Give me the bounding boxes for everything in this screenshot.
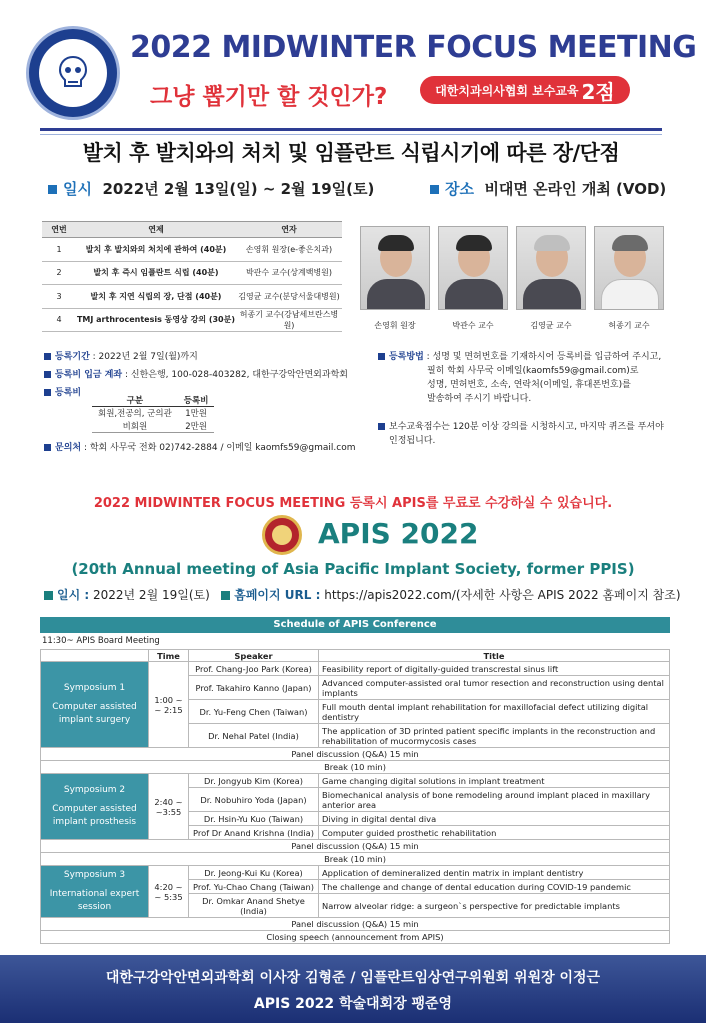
- speaker-card: [438, 226, 508, 331]
- schedule-table: [40, 649, 670, 944]
- bullet-square-icon: [44, 389, 51, 396]
- speaker-card: [594, 226, 664, 331]
- symposium-topic: Computer assisted implant prosthesis: [52, 804, 137, 827]
- lecture-speaker: 허종기 교수(강남세브란스병원): [236, 308, 342, 332]
- credit-label: 대한치과의사협회 보수교육: [435, 83, 579, 98]
- speaker-gallery: [360, 226, 680, 336]
- col-header-title: Title: [319, 650, 670, 662]
- speaker-caption: 박관수 교수: [452, 321, 494, 330]
- talk-speaker: Prof Dr Anand Krishna (India): [189, 826, 319, 840]
- speaker-caption: 김영균 교수: [530, 321, 572, 330]
- speaker-card: [516, 226, 586, 331]
- registration-period: 등록기간 : 2022년 2월 7일(월)까지: [44, 350, 198, 364]
- table-row: [41, 662, 670, 676]
- credit-note: 보수교육점수는 120분 이상 강의를 시청하시고, 마지막 퀴즈를 푸셔야 인정됩니다.: [378, 420, 664, 448]
- venue-value: 비대면 온라인 개최 (VOD): [484, 180, 667, 198]
- talk-title: Computer guided prosthetic rehabilitation: [319, 826, 670, 840]
- credit-badge: [420, 76, 630, 104]
- talk-title: Game changing digital solutions in implant treatment: [319, 774, 670, 788]
- talk-title: Diving in digital dental diva: [319, 812, 670, 826]
- speaker-photo: [516, 226, 586, 310]
- skull-emblem-icon: [39, 39, 107, 107]
- symposium-cell: [41, 866, 149, 918]
- lecture-title: 발치 후 지연 식립의 장, 단점 (40분): [76, 285, 236, 309]
- bullet-square-icon: [378, 353, 385, 360]
- symposium-topic: Computer assisted implant surgery: [52, 702, 137, 725]
- lecture-no: 4: [42, 308, 76, 332]
- talk-title: Full mouth dental implant rehabilitation for maxillofacial defect utilizing digital dentistry: [319, 700, 670, 724]
- bullet-square-icon: [48, 185, 57, 194]
- schedule-heading: Schedule of APIS Conference: [40, 617, 670, 633]
- symposium-cell: [41, 662, 149, 748]
- panel-discussion: Panel discussion (Q&A) 15 min: [41, 840, 670, 853]
- table-row: [92, 420, 214, 433]
- fee-value: 1만원: [185, 409, 208, 420]
- event-subtitle: 그냥 뽑기만 할 것인가?: [150, 84, 388, 110]
- fee-value: 2만원: [178, 420, 215, 433]
- talk-title: Biomechanical analysis of bone remodeling around implant placed in maxillary anterior area: [319, 788, 670, 812]
- divider: [40, 128, 662, 131]
- lecture-no: 3: [42, 285, 76, 309]
- lecture-title: 발치 후 발치와의 처치에 관하여 (40분): [76, 238, 236, 262]
- speaker-photo: [438, 226, 508, 310]
- talk-speaker: Prof. Yu-Chao Chang (Taiwan): [189, 880, 319, 894]
- col-header-no: 연번: [42, 222, 76, 238]
- lecture-speaker: 김영균 교수(분당서울대병원): [236, 285, 342, 309]
- fee-type: 비회원: [92, 420, 178, 433]
- schedule-label: 일시: [63, 180, 92, 198]
- talk-speaker: Dr. Jeong-Kui Ku (Korea): [189, 866, 319, 880]
- lecture-topic: 발치 후 발치와의 처치 및 임플란트 식립시기에 따른 장/단점: [82, 141, 620, 165]
- talk-title: Narrow alveolar ridge: a surgeon`s perspective for predictable implants: [319, 894, 670, 918]
- speaker-photo: [360, 226, 430, 310]
- break-row: Break (10 min): [41, 761, 670, 774]
- symposium-name: Symposium 1: [63, 683, 126, 693]
- registration-fee-label: 등록비: [44, 386, 81, 400]
- bullet-square-icon: [221, 591, 230, 600]
- lecture-speaker: 박관수 교수(상계백병원): [236, 261, 342, 285]
- talk-speaker: Dr. Nehal Patel (India): [189, 724, 319, 748]
- venue-label: 장소: [445, 180, 474, 198]
- speaker-caption: 손영휘 원장: [374, 321, 416, 330]
- event-title: 2022 MIDWINTER FOCUS MEETING: [130, 30, 697, 65]
- col-header-time: Time: [149, 650, 189, 662]
- panel-discussion: Panel discussion (Q&A) 15 min: [41, 748, 670, 761]
- talk-title: Feasibility report of digitally-guided transcrestal sinus lift: [319, 662, 670, 676]
- bullet-square-icon: [430, 185, 439, 194]
- apis-logo-icon: [262, 515, 302, 555]
- venue-line: [430, 178, 666, 199]
- bullet-square-icon: [44, 591, 53, 600]
- lecture-title: 발치 후 즉시 임플란트 식립 (40분): [76, 261, 236, 285]
- schedule-value: 2022년 2월 13일(일) ~ 2월 19일(토): [102, 180, 375, 198]
- session-time: 2:40 ~ ~3:55: [149, 774, 189, 840]
- col-header-session: [41, 650, 149, 662]
- speaker-photo: [594, 226, 664, 310]
- fee-header-fee: 등록비: [178, 394, 215, 407]
- talk-speaker: Prof. Chang-Joo Park (Korea): [189, 662, 319, 676]
- talk-title: The application of 3D printed patient specific implants in the reconstruction and rehabilitation of mucormycosis cases: [319, 724, 670, 748]
- schedule-line: [48, 178, 374, 199]
- col-header-title: 연제: [76, 222, 236, 238]
- footer-line-1: 대한구강악안면외과학회 이사장 김형준 / 임플란트임상연구위원회 위원장 이정근: [105, 970, 601, 986]
- talk-speaker: Dr. Yu-Feng Chen (Taiwan): [189, 700, 319, 724]
- talk-speaker: Dr. Omkar Anand Shetye (India): [189, 894, 319, 918]
- break-row: Break (10 min): [41, 853, 670, 866]
- table-row: [42, 308, 342, 332]
- logo-year: 1974: [64, 98, 82, 104]
- talk-speaker: Dr. Nobuhiro Yoda (Japan): [189, 788, 319, 812]
- fee-table: [92, 394, 214, 433]
- talk-speaker: Dr. Hsin-Yu Kuo (Taiwan): [189, 812, 319, 826]
- session-time: 4:20 ~ ~ 5:35: [149, 866, 189, 918]
- talk-title: Application of demineralized dentin matrix in implant dentistry: [319, 866, 670, 880]
- registration-account: 등록비 입금 계좌 : 신한은행, 100-028-403282, 대한구강악안면외과학회: [44, 368, 348, 382]
- session-time: 1:00 ~ ~ 2:15: [149, 662, 189, 748]
- bullet-square-icon: [44, 371, 51, 378]
- talk-speaker: Prof. Takahiro Kanno (Japan): [189, 676, 319, 700]
- symposium-name: Symposium 2: [63, 785, 126, 795]
- table-row: [41, 774, 670, 788]
- apis-promo: 2022 MIDWINTER FOCUS MEETING 등록시 APIS를 무료로 수강하실 수 있습니다.: [93, 496, 613, 511]
- divider-thin: [40, 134, 662, 135]
- society-logo: [26, 26, 120, 120]
- table-row: [41, 866, 670, 880]
- footer-banner: [0, 955, 706, 1023]
- apis-title: APIS 2022: [318, 517, 479, 550]
- col-header-speaker: 연자: [236, 222, 342, 238]
- panel-discussion: Panel discussion (Q&A) 15 min: [41, 918, 670, 931]
- symposium-topic: International expert session: [49, 889, 140, 912]
- bullet-square-icon: [44, 353, 51, 360]
- lecture-speaker: 손영휘 원장(e-좋은치과): [236, 238, 342, 262]
- bullet-square-icon: [378, 423, 385, 430]
- speaker-card: [360, 226, 430, 331]
- talk-speaker: Dr. Jongyub Kim (Korea): [189, 774, 319, 788]
- closing-speech: Closing speech (announcement from APIS): [41, 931, 670, 944]
- col-header-speaker: Speaker: [189, 650, 319, 662]
- footer-line-2: APIS 2022 학술대회장 팽준영: [253, 996, 453, 1012]
- contact-info: 문의처 : 학회 사무국 전화 02)742-2884 / 이메일 kaomfs59@gmail.com: [44, 441, 356, 455]
- symposium-name: Symposium 3: [63, 870, 126, 880]
- fee-type: 회원,전공의, 군의관: [98, 409, 172, 420]
- fee-header-type: 구분: [92, 394, 178, 407]
- lecture-no: 1: [42, 238, 76, 262]
- table-row: [42, 285, 342, 309]
- apis-info-line: 일시 : 2022년 2월 19일(토) 홈페이지 URL : https://apis2022.com/(자세한 사항은 APIS 2022 홈페이지 참조): [44, 586, 681, 603]
- talk-title: The challenge and change of dental education during COVID-19 pandemic: [319, 880, 670, 894]
- lecture-no: 2: [42, 261, 76, 285]
- table-row: [42, 238, 342, 262]
- table-row: [92, 407, 214, 420]
- apis-subtitle: (20th Annual meeting of Asia Pacific Implant Society, former PPIS): [71, 560, 635, 578]
- lecture-table: [42, 221, 342, 332]
- lecture-title: TMJ arthrocentesis 동영상 강의 (30분): [76, 308, 236, 332]
- registration-method: 등록방법 : 성명 및 면허번호를 기재하시어 등록비를 입금하여 주시고, 필히 학회 사무국 이메일(kaomfs59@gmail.com)로 성명, 면허번호, 소속, 연락처(이메일, 휴대폰번호)를 발송하여 주시기 바랍니다.: [378, 350, 661, 406]
- bullet-square-icon: [44, 444, 51, 451]
- symposium-cell: [41, 774, 149, 840]
- credit-points: 2점: [581, 79, 615, 104]
- board-meeting: 11:30~ APIS Board Meeting: [42, 636, 160, 646]
- table-row: [42, 261, 342, 285]
- speaker-caption: 허종기 교수: [608, 321, 650, 330]
- talk-title: Advanced computer-assisted oral tumor resection and reconstruction using dental implants: [319, 676, 670, 700]
